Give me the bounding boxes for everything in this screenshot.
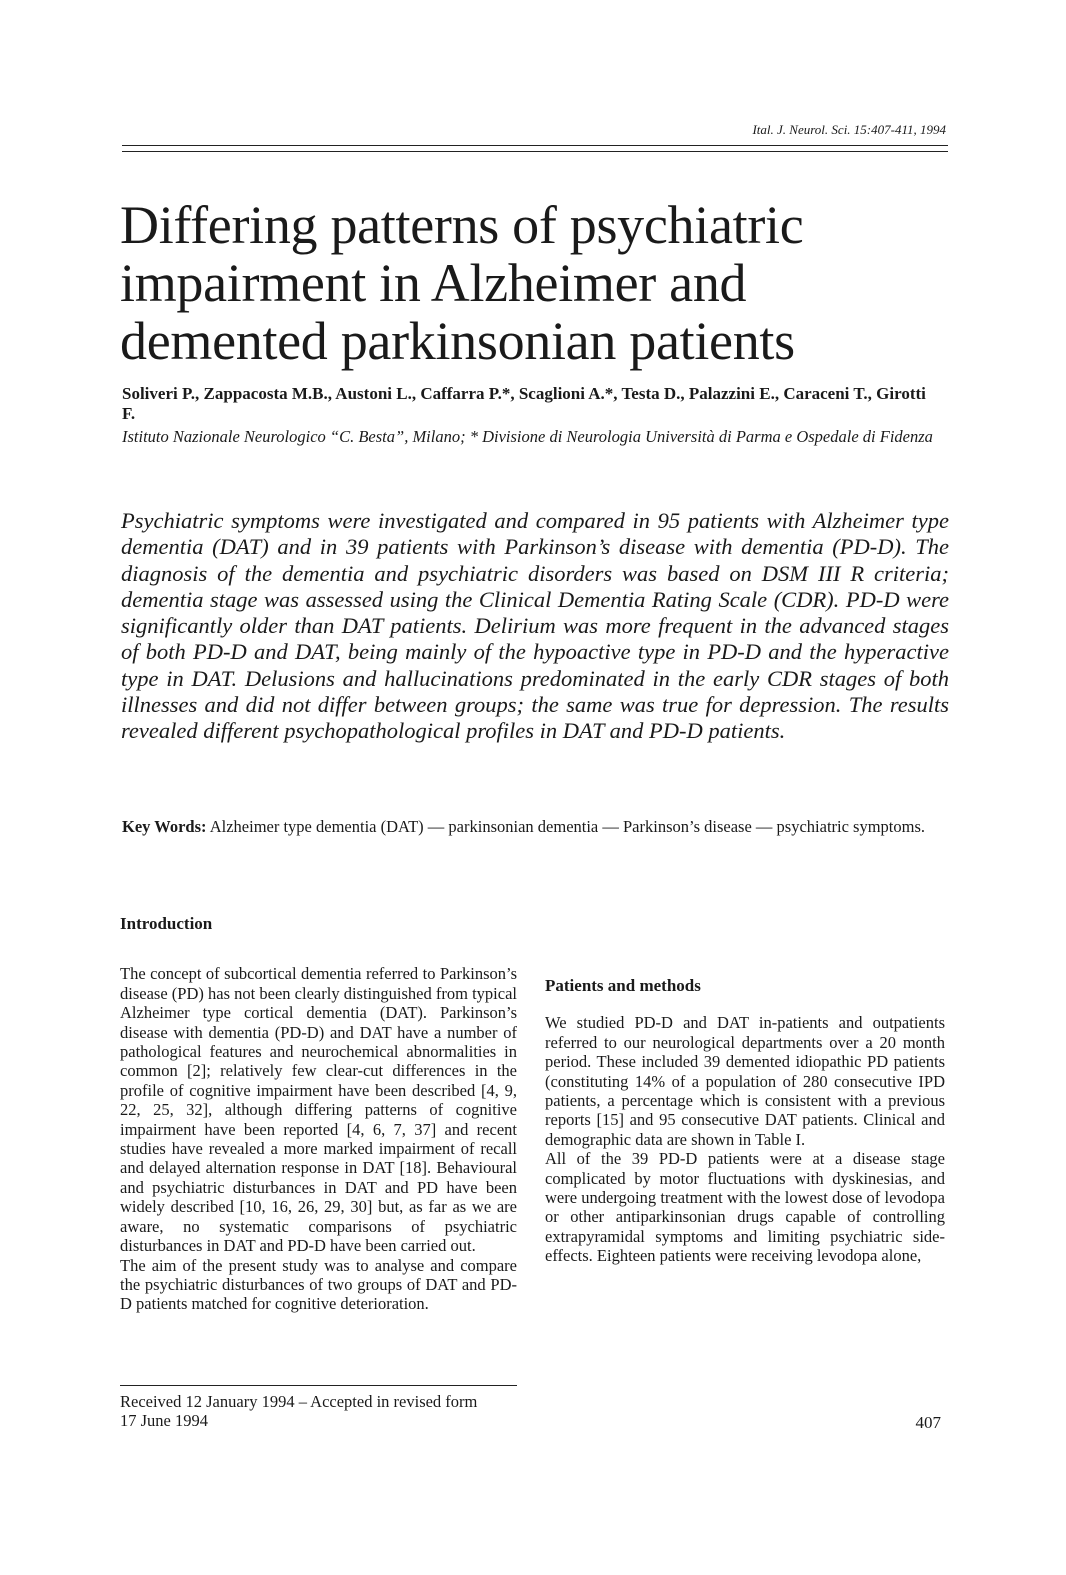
patients-methods-heading: Patients and methods: [545, 976, 701, 995]
author-list: Soliveri P., Zappacosta M.B., Austoni L., Caffarra P.*, Scaglioni A.*, Testa D., Palazzini E., Caraceni T., Girotti F.: [122, 384, 926, 423]
header-rule-top: [122, 145, 948, 146]
received-line-1: Received 12 January 1994 – Accepted in revised form: [120, 1392, 478, 1411]
received-line-2: 17 June 1994: [120, 1411, 208, 1431]
keywords: [122, 817, 948, 837]
received-note: [120, 1392, 520, 1431]
footnote-rule: [120, 1385, 517, 1386]
header-rule-bottom: [122, 151, 948, 152]
affiliation: Istituto Nazionale Neurologico “C. Besta”, Milano; * Divisione di Neurologia Università di Parma e Ospedale di Fidenza: [122, 427, 933, 446]
keywords-label: Key Words:: [122, 817, 207, 836]
patients-methods-paragraph-1: We studied PD-D and DAT in-patients and outpatients referred to our neurological departments over a 20 month period. These included 39 demented idiopathic PD patients (constituting 14% of a population of 280 consecutive IPD patients, a percentage which is consistent with a previous reports [15] and 95 consecutive DAT patients. Clinical and demographic data are shown in Table I.: [545, 1013, 945, 1149]
right-column: [545, 916, 945, 1266]
keywords-text: Alzheimer type dementia (DAT) — parkinsonian dementia — Parkinson’s disease — psychiatric symptoms.: [209, 817, 926, 836]
abstract: Psychiatric symptoms were investigated and compared in 95 patients with Alzheimer type dementia (DAT) and in 39 patients with Parkinson’s disease with dementia (PD-D). The diagnosis of the dementia and psychiatric disorders was based on DSM III R criteria; dementia stage was assessed using the Clinical Dementia Rating Scale (CDR). PD-D were significantly older than DAT patients. Delirium was more frequent in the advanced stages of both PD-D and DAT, being mainly of the hypoactive type in PD-D and the hyperactive type in DAT. Delusions and hallucinations predominated in the early CDR stages of both illnesses and did not differ between groups; the same was true for depression. The results revealed different psychopathological profiles in DAT and PD-D patients.: [121, 508, 949, 744]
page-number: 407: [915, 1413, 941, 1432]
introduction-heading: Introduction: [120, 914, 213, 933]
left-column: [120, 914, 517, 1314]
patients-methods-paragraph-2: All of the 39 PD-D patients were at a disease stage complicated by motor fluctuations with dyskinesias, and were undergoing treatment with the lowest dose of levodopa or other antiparkinsonian drugs capable of controlling extrapyramidal symptoms and limiting psychiatric side-effects. Eighteen patients were receiving levodopa alone,: [545, 1149, 945, 1266]
journal-reference: Ital. J. Neurol. Sci. 15:407-411, 1994: [752, 122, 946, 137]
introduction-paragraph-2: The aim of the present study was to analyse and compare the psychiatric disturbances of two groups of DAT and PD-D patients matched for cognitive deterioration.: [120, 1255, 517, 1314]
introduction-paragraph-1: The concept of subcortical dementia referred to Parkinson’s disease (PD) has not been clearly distinguished from typical Alzheimer type cortical dementia (DAT). Parkinson’s disease with dementia (PD-D) and DAT have a number of pathological features and neurochemical abnormalities in common [2]; relatively few clear-cut differences in the profile of cognitive impairment have been described [4, 9, 22, 25, 32], although differing patterns of cognitive impairment have been reported [4, 6, 7, 37] and recent studies have revealed a more marked impairment of recall and delayed alternation response in DAT [18]. Behavioural and psychiatric disturbances in DAT and PD have been widely described [10, 16, 26, 29, 30] but, as far as we are aware, no systematic comparisons of psychiatric disturbances in DAT and PD-D have been carried out.: [120, 964, 517, 1256]
article-title: Differing patterns of psychiatric impairment in Alzheimer and demented parkinsonian patients: [120, 195, 804, 371]
